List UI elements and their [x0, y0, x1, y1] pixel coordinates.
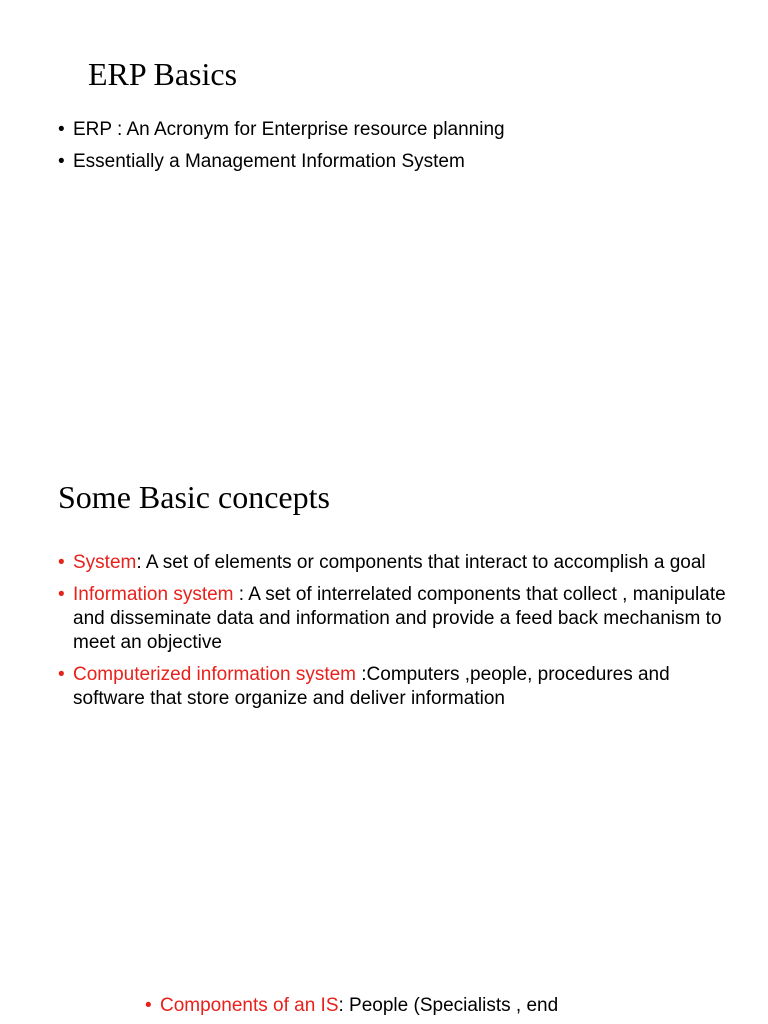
list-item: [58, 150, 738, 174]
slide-title: Some Basic concepts: [58, 479, 330, 515]
bullet-icon: •: [58, 552, 65, 573]
slide-components: [0, 960, 768, 1024]
bullet-list: [58, 118, 738, 174]
bullet-list: [58, 551, 728, 711]
list-item: [58, 663, 728, 711]
bullet-term: Components of an IS: [160, 995, 339, 1016]
list-item: [58, 118, 738, 142]
bullet-icon: •: [145, 995, 152, 1016]
bullet-icon: •: [58, 151, 65, 172]
list-item: [145, 994, 745, 1018]
slide-erp-basics: [0, 0, 768, 420]
bullet-icon: •: [58, 584, 65, 605]
slide-basic-concepts: [0, 420, 768, 960]
bullet-term: Computerized information system: [73, 664, 362, 685]
bullet-text: ERP : An Acronym for Enterprise resource planning: [73, 119, 505, 140]
bullet-text: : A set of elements or components that interact to accomplish a goal: [136, 552, 706, 573]
bullet-text: Essentially a Management Information System: [73, 151, 465, 172]
slide-title: ERP Basics: [88, 56, 238, 92]
bullet-icon: •: [58, 664, 65, 685]
bullet-text: : A set of interrelated components that collect , manipulate and disseminate data and information and provide a feed back mechanism to meet an objective: [73, 584, 726, 653]
bullet-icon: •: [58, 119, 65, 140]
bullet-text: :Computers ,people, procedures and software that store organize and deliver information: [73, 664, 670, 709]
bullet-term: Information system: [73, 584, 239, 605]
bullet-list: [145, 994, 745, 1018]
bullet-term: System: [73, 552, 137, 573]
bullet-text: : People (Specialists , end: [338, 995, 559, 1016]
list-item: [58, 551, 728, 575]
list-item: [58, 583, 728, 655]
